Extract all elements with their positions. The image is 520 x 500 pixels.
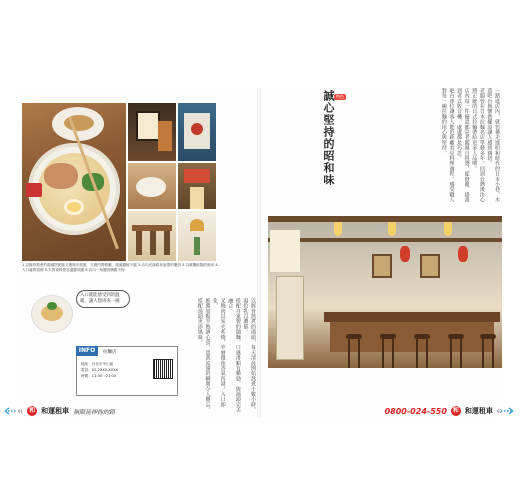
seating-photo — [128, 211, 176, 261]
info-details — [81, 361, 118, 379]
dotted-arrow-icon — [4, 406, 18, 416]
body-paragraph: 吧台座位讓客人能近距離看見料理過程，感受職人對每一碗拉麵的用心與堅持。 — [440, 88, 455, 203]
decor-photo — [178, 211, 216, 261]
dotted-arrow-icon — [500, 406, 514, 416]
info-badge: INFO — [76, 346, 98, 356]
section-tag: 特色 — [336, 94, 344, 99]
brand-slogan: 無限延伸你的路 — [73, 408, 116, 416]
info-box — [76, 346, 178, 396]
right-body-text — [342, 88, 500, 206]
kitchen-photo — [128, 103, 176, 161]
noren-curtain-photo — [178, 103, 216, 161]
photo-number-badge — [26, 183, 42, 197]
info-shop-name: 拉麵店 — [103, 350, 117, 355]
brand-name: 和運租車 — [41, 407, 70, 415]
right-page — [262, 88, 502, 418]
body-paragraph: 以豚骨熬煮的湯頭，每天清晨開始熬煮十數小時，湯色乳白濃郁。 — [242, 298, 256, 413]
info-line: 電話：02-2XXX-XXXX — [81, 368, 119, 372]
section-title: 誠心堅持的昭和味 — [322, 90, 335, 186]
brand-logo-icon: 和 — [29, 407, 36, 414]
page-gutter — [257, 88, 261, 418]
info-line: 時間：11:30～21:00 — [81, 374, 117, 378]
right-footer — [385, 404, 502, 418]
page-number: 92 — [496, 408, 502, 414]
brand-name: 和運租車 — [464, 407, 493, 415]
photo-caption: 1.以豚骨熬煮的湯頭搭配豚叉燒與半熟蛋，叉燒肉質軟嫩，湯頭濃郁不膩 2.店內充滿昭和風情的擺設 3.以暖簾區隔的廚房 4.入口處的招牌 5.木質桌椅營造溫馨氛圍 6.店內一角擺放懷舊小物 — [22, 263, 219, 272]
noodle-dish-photo — [32, 296, 72, 332]
body-paragraph: 一踏進店內，就彷彿走進昭和時代的日本小巷，木造吧台與懷舊擺設讓人感到親切。 — [486, 88, 500, 203]
shop-sign-photo — [178, 163, 216, 209]
table-photo — [128, 163, 176, 209]
page-number: 91 — [18, 408, 24, 414]
body-paragraph: 叉燒肉以炭火炙燒，外層微焦香氣四溢，入口即化。 — [212, 298, 226, 408]
left-footer — [18, 404, 115, 418]
speech-bubble: 入口就能感受到的溫暖，讓人想再來一碗 — [76, 290, 130, 308]
restaurant-interior-photo — [268, 216, 502, 368]
phone-number: 0800-024-550 — [384, 406, 447, 416]
left-page — [18, 88, 256, 418]
qr-code-icon — [153, 359, 173, 379]
body-paragraph: 老闆曾在日本拉麵名店學藝多年，回到台灣後決心將正統的日式拉麵帶給更多人品嚐。 — [471, 88, 485, 203]
info-line: 地址：台北市中山區 — [81, 362, 114, 366]
ramen-photo — [22, 103, 126, 261]
body-paragraph: 店內每一件擺設都是老闆親自挑選，從燈籠、掛畫到老式收音機，處處都是巧思。 — [456, 88, 470, 203]
body-paragraph: 推薦加點半熟溏心蛋，蛋黃流淌的瞬間令人難忘，搭配湯頭更添風味。 — [196, 298, 211, 413]
body-paragraph: 搭配自家製的細麵，口感滑順有嚼勁，與湯頭完美融合。 — [227, 298, 241, 413]
brand-logo-icon: 和 — [452, 407, 459, 414]
